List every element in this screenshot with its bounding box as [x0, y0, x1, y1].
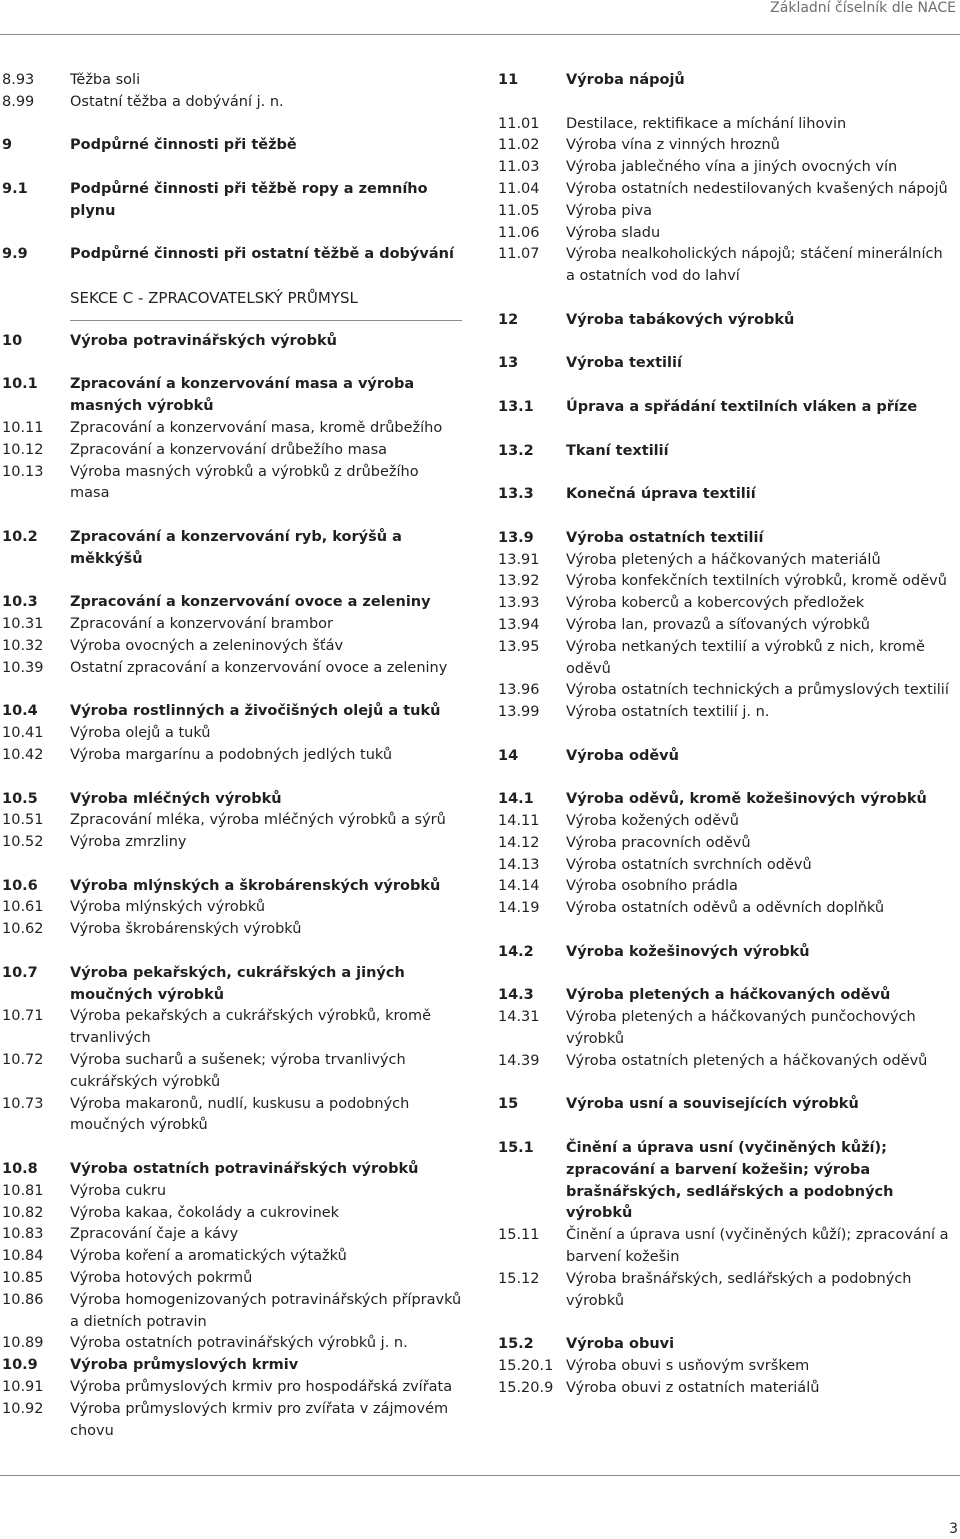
- category-item: [498, 114, 958, 136]
- spacer: [498, 375, 958, 397]
- spacer: [498, 419, 958, 441]
- category-heading: [2, 701, 464, 723]
- category-heading: [2, 1355, 464, 1377]
- category-code: 14.11: [498, 813, 540, 830]
- category-code: 11.01: [498, 115, 540, 132]
- category-heading: [498, 528, 958, 550]
- category-item: [498, 135, 958, 157]
- category-code: 15: [498, 1096, 519, 1113]
- category-code: 14.12: [498, 834, 540, 851]
- category-code: 10.81: [2, 1182, 44, 1199]
- category-label: Výroba usní a souvisejících výrobků: [566, 1096, 859, 1113]
- category-code: 10.61: [2, 899, 44, 916]
- section-title: SEKCE C - ZPRACOVATELSKÝ PRŮMYSL: [70, 288, 358, 307]
- category-code: 10.86: [2, 1291, 44, 1308]
- category-code: 10.71: [2, 1008, 44, 1025]
- header-title: Základní číselník dle NACE: [770, 0, 956, 16]
- spacer: [2, 223, 464, 245]
- category-code: 13: [498, 355, 519, 372]
- category-code: 15.11: [498, 1227, 540, 1244]
- category-label: Výroba potravinářských výrobků: [70, 332, 337, 349]
- category-code: 10.2: [2, 528, 38, 545]
- category-label: Destilace, rektifikace a míchání lihovin: [566, 115, 847, 132]
- page-header: [0, 0, 960, 36]
- category-label: Výroba kožených oděvů: [566, 813, 739, 830]
- category-heading: [2, 789, 464, 811]
- category-item: [2, 440, 464, 462]
- category-code: 15.20.9: [498, 1379, 554, 1396]
- category-label: Výroba nápojů: [566, 72, 685, 88]
- category-item: [2, 919, 464, 941]
- category-label: Zpracování a konzervování drůbežího masa: [70, 441, 388, 458]
- category-item: [2, 745, 464, 767]
- category-label: Zpracování a konzervování masa, kromě drůbežího: [70, 419, 443, 436]
- category-item: [2, 614, 464, 636]
- category-code: 14.39: [498, 1052, 540, 1069]
- category-code: 11.05: [498, 202, 540, 219]
- category-label: Výroba ostatních oděvů a oděvních doplňků: [566, 900, 885, 917]
- category-label: Výroba ostatních nedestilovaných kvašených nápojů: [566, 180, 948, 197]
- category-heading: [498, 746, 958, 768]
- right-column: [498, 70, 958, 1400]
- spacer: [2, 157, 464, 179]
- category-item: [2, 462, 464, 506]
- category-code: 10.31: [2, 616, 44, 633]
- category-item: [2, 1050, 464, 1094]
- category-code: 10.62: [2, 921, 44, 938]
- category-code: 13.91: [498, 551, 540, 568]
- category-label: Konečná úprava textilií: [566, 486, 756, 503]
- spacer: [2, 571, 464, 593]
- category-code: 15.1: [498, 1140, 534, 1157]
- category-heading: [2, 374, 464, 418]
- category-code: 14.3: [498, 987, 534, 1004]
- category-label: Výroba ostatních technických a průmyslových textilií: [566, 682, 949, 699]
- category-label: Výroba olejů a tuků: [70, 725, 211, 742]
- category-code: 15.12: [498, 1270, 540, 1287]
- category-code: 10.89: [2, 1335, 44, 1352]
- category-item: [498, 898, 958, 920]
- category-code: 10.8: [2, 1161, 38, 1178]
- category-code: 13.3: [498, 486, 534, 503]
- category-label: Výroba kožešinových výrobků: [566, 943, 810, 960]
- category-heading: [2, 244, 464, 266]
- category-code: 10.51: [2, 812, 44, 829]
- category-code: 14.14: [498, 878, 540, 895]
- category-item: [498, 1051, 958, 1073]
- category-item: [2, 1290, 464, 1334]
- category-heading: [2, 1159, 464, 1181]
- category-label: Výroba pletených a háčkovaných materiálů: [566, 551, 881, 568]
- category-item: [498, 223, 958, 245]
- category-label: Výroba mlýnských a škrobárenských výrobků: [70, 877, 441, 894]
- category-code: 10.42: [2, 746, 44, 763]
- category-code: 14.19: [498, 900, 540, 917]
- category-code: 11: [498, 72, 519, 88]
- category-code: 10.3: [2, 594, 38, 611]
- category-code: 9: [2, 137, 13, 154]
- category-item: [2, 832, 464, 854]
- footer-rule: [0, 1475, 960, 1476]
- category-label: Výroba konfekčních textilních výrobků, kromě oděvů: [566, 573, 947, 590]
- category-code: 10.12: [2, 441, 44, 458]
- category-item: [2, 1006, 464, 1050]
- category-label: Těžba soli: [70, 72, 141, 88]
- category-item: [2, 1094, 464, 1138]
- category-code: 11.04: [498, 180, 540, 197]
- category-item: [2, 723, 464, 745]
- category-heading: [498, 789, 958, 811]
- category-code: 10.9: [2, 1357, 38, 1374]
- category-label: Zpracování a konzervování ovoce a zeleniny: [70, 594, 431, 611]
- category-label: Ostatní zpracování a konzervování ovoce a zeleniny: [70, 659, 448, 676]
- category-heading: [498, 397, 958, 419]
- category-code: 13.99: [498, 704, 540, 721]
- category-item: [2, 1203, 464, 1225]
- category-label: Výroba nealkoholických nápojů; stáčení minerálních a ostatních vod do lahví: [566, 246, 943, 285]
- category-item: [498, 1269, 958, 1313]
- category-label: Zpracování a konzervování brambor: [70, 616, 334, 633]
- spacer: [498, 964, 958, 986]
- category-label: Výroba průmyslových krmiv pro zvířata v zájmovém chovu: [70, 1400, 449, 1439]
- category-item: [2, 810, 464, 832]
- category-code: 14.13: [498, 856, 540, 873]
- category-item: [498, 833, 958, 855]
- category-label: Zpracování čaje a kávy: [70, 1226, 239, 1243]
- category-label: Činění a úprava usní (vyčiněných kůží); zpracování a barvení kožešin; výroba brašnářských, sedlářských a podobných výrobků: [566, 1140, 894, 1222]
- category-code: 11.02: [498, 137, 540, 154]
- section-heading: [2, 288, 464, 310]
- spacer: [498, 1116, 958, 1138]
- category-label: Výroba osobního prádla: [566, 878, 738, 895]
- category-item: [498, 702, 958, 724]
- category-heading: [498, 1334, 958, 1356]
- category-label: Výroba textilií: [566, 355, 682, 372]
- category-item: [498, 1225, 958, 1269]
- category-code: 10.1: [2, 376, 38, 393]
- spacer: [498, 92, 958, 114]
- category-item: [498, 179, 958, 201]
- category-item: [2, 92, 464, 114]
- category-item: [498, 811, 958, 833]
- spacer: [498, 288, 958, 310]
- category-label: Ostatní těžba a dobývání j. n.: [70, 93, 284, 110]
- category-item: [498, 1007, 958, 1051]
- category-item: [2, 1181, 464, 1203]
- spacer: [498, 1312, 958, 1334]
- category-heading: [498, 1138, 958, 1225]
- category-code: 13.2: [498, 442, 534, 459]
- category-heading: [498, 353, 958, 375]
- category-code: 8.93: [2, 72, 35, 88]
- category-code: 10.5: [2, 790, 38, 807]
- category-item: [2, 658, 464, 680]
- category-item: [498, 1356, 958, 1378]
- spacer: [2, 767, 464, 789]
- category-code: 14: [498, 747, 519, 764]
- category-label: Výroba mléčných výrobků: [70, 790, 282, 807]
- category-label: Výroba sladu: [566, 224, 661, 241]
- category-item: [2, 1224, 464, 1246]
- section-rule: [70, 320, 462, 321]
- category-label: Výroba pekařských a cukrářských výrobků, kromě trvanlivých: [70, 1008, 432, 1047]
- spacer: [498, 920, 958, 942]
- category-heading: [2, 179, 464, 223]
- category-label: Zpracování a konzervování ryb, korýšů a měkkýšů: [70, 528, 402, 567]
- page-number: 3: [949, 1521, 958, 1537]
- category-label: Výroba brašnářských, sedlářských a podobných výrobků: [566, 1270, 912, 1309]
- category-code: 10.13: [2, 463, 44, 480]
- category-item: [498, 637, 958, 681]
- spacer: [498, 506, 958, 528]
- category-label: Výroba průmyslových krmiv pro hospodářská zvířata: [70, 1379, 453, 1396]
- category-heading: [2, 876, 464, 898]
- category-item: [2, 636, 464, 658]
- category-code: 10.4: [2, 703, 38, 720]
- spacer: [2, 854, 464, 876]
- category-item: [498, 855, 958, 877]
- spacer: [2, 266, 464, 288]
- category-code: 14.2: [498, 943, 534, 960]
- category-label: Výroba obuvi: [566, 1336, 675, 1353]
- category-code: 10.32: [2, 637, 44, 654]
- category-heading: [2, 135, 464, 157]
- category-label: Výroba pekařských, cukrářských a jiných moučných výrobků: [70, 964, 405, 1003]
- category-item: [498, 615, 958, 637]
- category-label: Podpůrné činnosti při těžbě ropy a zemního plynu: [70, 180, 428, 219]
- category-label: Výroba ostatních textilií j. n.: [566, 704, 770, 721]
- category-item: [498, 571, 958, 593]
- left-column: [2, 70, 464, 1442]
- category-label: Výroba pracovních oděvů: [566, 834, 751, 851]
- category-code: 14.1: [498, 791, 534, 808]
- category-code: 13.93: [498, 595, 540, 612]
- category-label: Výroba průmyslových krmiv: [70, 1357, 299, 1374]
- spacer: [2, 505, 464, 527]
- category-item: [498, 1378, 958, 1400]
- category-heading: [498, 942, 958, 964]
- category-label: Výroba masných výrobků a výrobků z drůbežího masa: [70, 463, 419, 502]
- category-label: Výroba homogenizovaných potravinářských přípravků a dietních potravin: [70, 1291, 462, 1330]
- category-item: [498, 157, 958, 179]
- category-heading: [2, 963, 464, 1007]
- category-heading: [498, 1094, 958, 1116]
- category-item: [2, 1268, 464, 1290]
- category-label: Výroba rostlinných a živočišných olejů a tuků: [70, 703, 441, 720]
- category-label: Výroba zmrzliny: [70, 834, 187, 851]
- category-code: 13.96: [498, 682, 540, 699]
- category-label: Výroba lan, provazů a síťovaných výrobků: [566, 616, 870, 633]
- category-code: 11.06: [498, 224, 540, 241]
- category-code: 10.84: [2, 1248, 44, 1265]
- category-label: Výroba pletených a háčkovaných punčochových výrobků: [566, 1009, 916, 1048]
- category-label: Výroba ostatních textilií: [566, 529, 764, 546]
- category-code: 10.52: [2, 834, 44, 851]
- category-code: 10.91: [2, 1379, 44, 1396]
- category-item: [2, 1246, 464, 1268]
- category-code: 10.83: [2, 1226, 44, 1243]
- category-label: Výroba ostatních svrchních oděvů: [566, 856, 812, 873]
- spacer: [2, 941, 464, 963]
- category-label: Výroba piva: [566, 202, 653, 219]
- category-heading: [498, 70, 958, 92]
- category-item: [498, 593, 958, 615]
- category-item: [2, 897, 464, 919]
- category-code: 15.20.1: [498, 1358, 554, 1375]
- category-item: [498, 680, 958, 702]
- category-code: 13.95: [498, 638, 540, 655]
- category-code: 10.73: [2, 1095, 44, 1112]
- category-code: 8.99: [2, 93, 35, 110]
- category-label: Výroba netkaných textilií a výrobků z nich, kromě oděvů: [566, 638, 925, 677]
- category-code: 11.07: [498, 246, 540, 263]
- category-heading: [498, 441, 958, 463]
- category-label: Výroba obuvi z ostatních materiálů: [566, 1379, 820, 1396]
- category-heading: [2, 527, 464, 571]
- category-label: Činění a úprava usní (vyčiněných kůží); zpracování a barvení kožešin: [566, 1227, 949, 1266]
- category-label: Výroba koberců a kobercových předložek: [566, 595, 865, 612]
- category-label: Výroba jablečného vína a jiných ovocných vín: [566, 159, 898, 176]
- category-label: Výroba makaronů, nudlí, kuskusu a podobných moučných výrobků: [70, 1095, 410, 1134]
- category-code: 9.1: [2, 180, 28, 197]
- category-label: Výroba sucharů a sušenek; výroba trvanlivých cukrářských výrobků: [70, 1052, 406, 1090]
- spacer: [498, 724, 958, 746]
- category-label: Podpůrné činnosti při ostatní těžbě a dobývání: [70, 246, 454, 263]
- category-code: 10.41: [2, 725, 44, 742]
- category-heading: [498, 484, 958, 506]
- category-label: Zpracování a konzervování masa a výroba masných výrobků: [70, 376, 415, 415]
- category-label: Výroba koření a aromatických výtažků: [70, 1248, 347, 1265]
- category-heading: [498, 310, 958, 332]
- category-code: 10.6: [2, 877, 38, 894]
- category-label: Výroba tabákových výrobků: [566, 311, 795, 328]
- category-code: 10: [2, 332, 23, 349]
- spacer: [2, 1137, 464, 1159]
- spacer: [498, 768, 958, 790]
- category-code: 11.03: [498, 159, 540, 176]
- category-label: Tkaní textilií: [566, 442, 669, 459]
- category-item: [2, 1333, 464, 1355]
- category-label: Výroba škrobárenských výrobků: [70, 921, 302, 938]
- category-code: 13.92: [498, 573, 540, 590]
- category-item: [498, 550, 958, 572]
- spacer: [2, 353, 464, 375]
- category-code: 15.2: [498, 1336, 534, 1353]
- spacer: [498, 1073, 958, 1095]
- category-item: [2, 418, 464, 440]
- category-label: Výroba ovocných a zeleninových šťáv: [70, 637, 344, 654]
- category-label: Výroba margarínu a podobných jedlých tuků: [70, 746, 393, 763]
- category-code: 9.9: [2, 246, 28, 263]
- category-item: [498, 244, 958, 288]
- category-code: 13.9: [498, 529, 534, 546]
- category-code: 10.39: [2, 659, 44, 676]
- category-label: Výroba hotových pokrmů: [70, 1270, 253, 1287]
- category-code: 10.11: [2, 419, 44, 436]
- spacer: [2, 114, 464, 136]
- category-code: 10.92: [2, 1400, 44, 1417]
- category-code: 12: [498, 311, 519, 328]
- category-heading: [2, 592, 464, 614]
- category-code: 13.1: [498, 398, 534, 415]
- category-heading: [498, 985, 958, 1007]
- category-label: Výroba ostatních pletených a háčkovaných oděvů: [566, 1052, 928, 1069]
- category-code: 10.85: [2, 1270, 44, 1287]
- category-item: [2, 1399, 464, 1443]
- spacer: [2, 680, 464, 702]
- category-label: Výroba mlýnských výrobků: [70, 899, 266, 916]
- category-label: Výroba pletených a háčkovaných oděvů: [566, 987, 891, 1004]
- category-code: 10.7: [2, 964, 38, 981]
- category-label: Výroba cukru: [70, 1182, 167, 1199]
- category-label: Výroba oděvů: [566, 747, 679, 764]
- category-label: Úprava a spřádání textilních vláken a příze: [566, 398, 918, 415]
- spacer: [498, 462, 958, 484]
- category-label: Výroba obuvi s usňovým svrškem: [566, 1358, 810, 1375]
- category-label: Výroba vína z vinných hroznů: [566, 137, 780, 154]
- category-code: 13.94: [498, 616, 540, 633]
- category-code: 10.82: [2, 1204, 44, 1221]
- category-item: [2, 70, 464, 92]
- category-heading: [2, 331, 464, 353]
- category-code: 14.31: [498, 1009, 540, 1026]
- category-label: Zpracování mléka, výroba mléčných výrobků a sýrů: [70, 812, 446, 829]
- category-label: Výroba oděvů, kromě kožešinových výrobků: [566, 791, 927, 808]
- category-label: Výroba ostatních potravinářských výrobků: [70, 1161, 419, 1178]
- spacer: [498, 332, 958, 354]
- category-item: [498, 201, 958, 223]
- header-rule: [0, 34, 960, 35]
- category-code: 10.72: [2, 1052, 44, 1069]
- category-item: [2, 1377, 464, 1399]
- category-label: Výroba kakaa, čokolády a cukrovinek: [70, 1204, 340, 1221]
- category-label: Podpůrné činnosti při těžbě: [70, 137, 297, 154]
- category-label: Výroba ostatních potravinářských výrobků j. n.: [70, 1335, 408, 1352]
- category-item: [498, 876, 958, 898]
